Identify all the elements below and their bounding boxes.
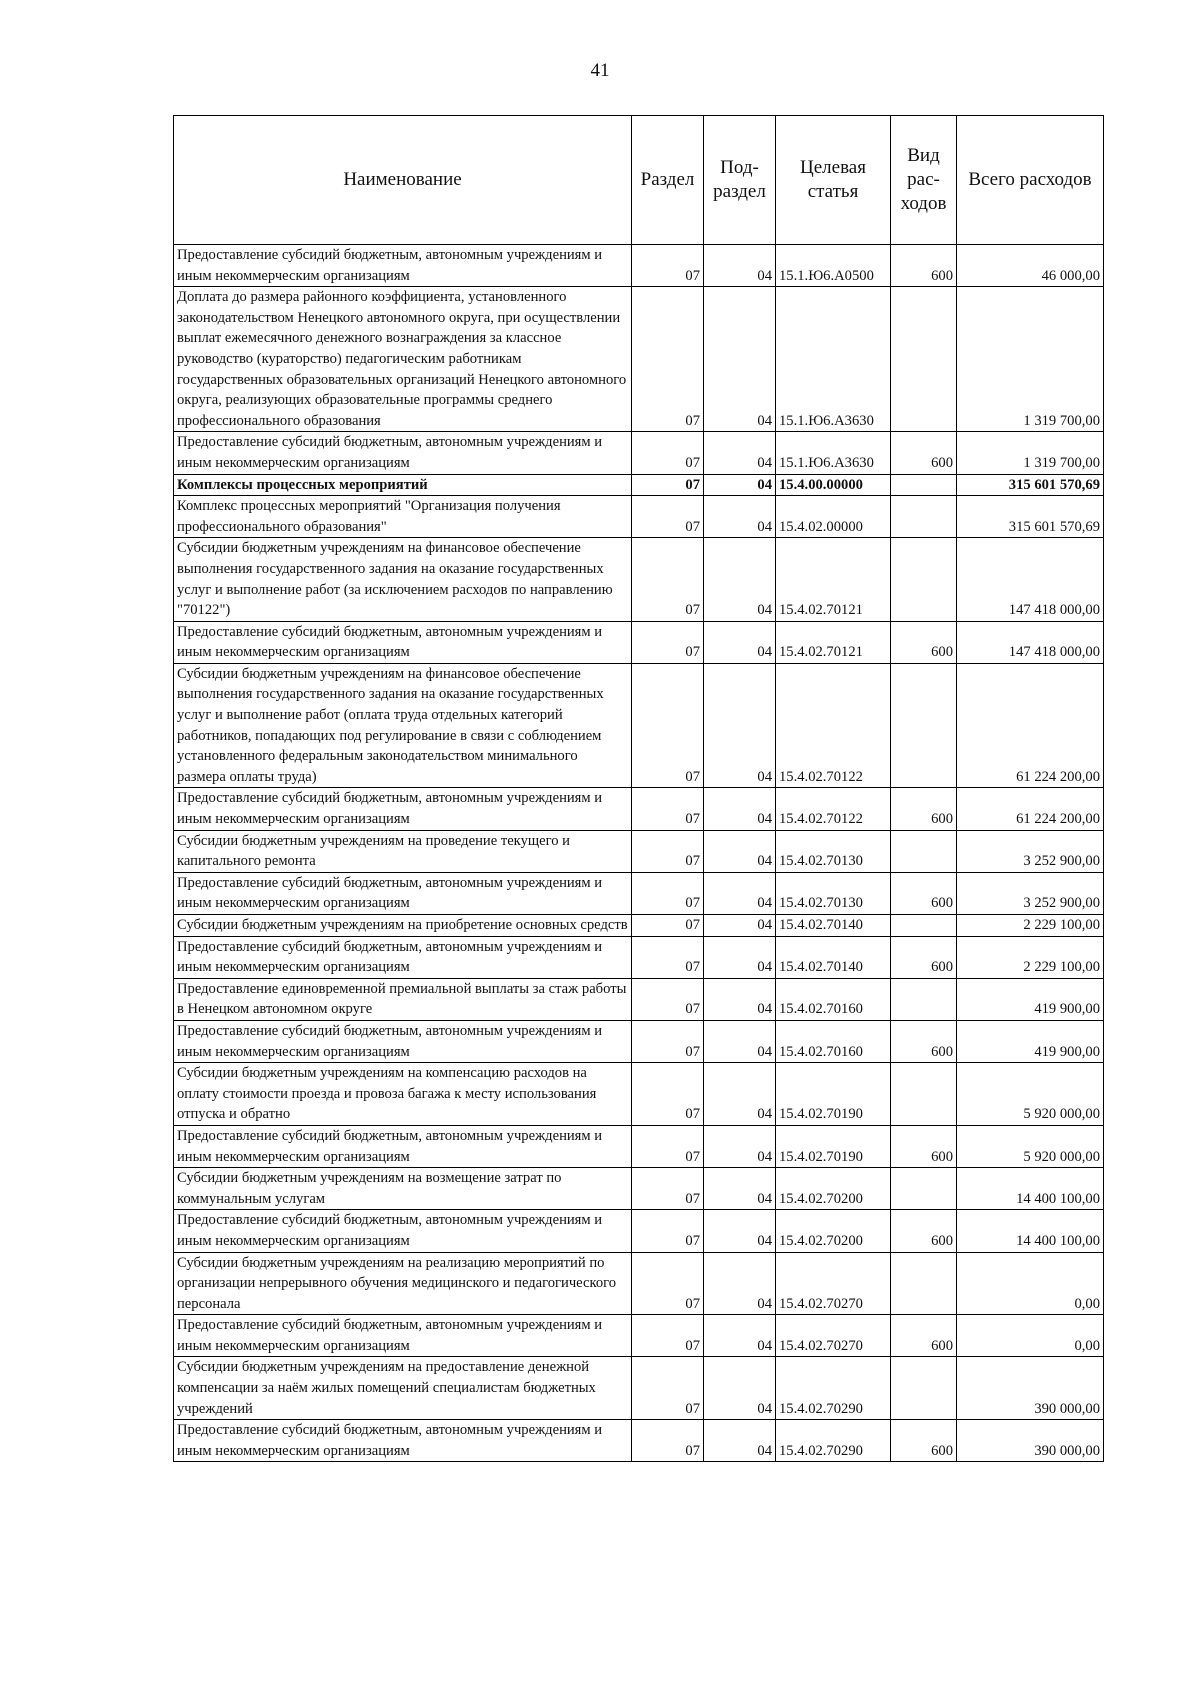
cell-expense-kind: 600 <box>891 245 957 287</box>
cell-total: 61 224 200,00 <box>957 788 1104 830</box>
table-row <box>174 872 1104 914</box>
cell-expense-kind: 600 <box>891 1420 957 1462</box>
cell-target-article: 15.4.02.70130 <box>776 830 891 872</box>
cell-expense-kind <box>891 663 957 788</box>
cell-target-article: 15.4.02.70121 <box>776 621 891 663</box>
budget-table <box>173 115 1104 1462</box>
cell-total: 14 400 100,00 <box>957 1210 1104 1252</box>
cell-name: Комплексы процессных мероприятий <box>174 474 632 496</box>
cell-expense-kind <box>891 978 957 1020</box>
cell-section: 07 <box>632 538 704 621</box>
cell-subsection: 04 <box>704 474 776 496</box>
cell-expense-kind <box>891 474 957 496</box>
cell-target-article: 15.1.Ю6.А3630 <box>776 287 891 432</box>
cell-target-article: 15.4.02.70290 <box>776 1357 891 1420</box>
header-total: Всего расходов <box>957 116 1104 245</box>
cell-total: 390 000,00 <box>957 1420 1104 1462</box>
cell-name: Субсидии бюджетным учреждениям на компенсацию расходов на оплату стоимости проезда и провоза багажа к месту использования отпуска и обратно <box>174 1063 632 1126</box>
cell-name: Предоставление субсидий бюджетным, автономным учреждениям и иным некоммерческим организациям <box>174 1210 632 1252</box>
cell-expense-kind: 600 <box>891 621 957 663</box>
cell-expense-kind <box>891 1357 957 1420</box>
cell-subsection: 04 <box>704 1020 776 1062</box>
table-row <box>174 1420 1104 1462</box>
cell-subsection: 04 <box>704 1210 776 1252</box>
cell-target-article: 15.4.02.70140 <box>776 936 891 978</box>
cell-subsection: 04 <box>704 621 776 663</box>
cell-name: Субсидии бюджетным учреждениям на финансовое обеспечение выполнения государственного задания на оказание государственных услуг и выполнение работ (за исключением расходов по направлению "70122") <box>174 538 632 621</box>
cell-target-article: 15.4.02.70270 <box>776 1315 891 1357</box>
cell-expense-kind: 600 <box>891 1315 957 1357</box>
cell-expense-kind <box>891 538 957 621</box>
table-row <box>174 915 1104 937</box>
table-row <box>174 538 1104 621</box>
cell-total: 315 601 570,69 <box>957 496 1104 538</box>
cell-total: 0,00 <box>957 1252 1104 1315</box>
cell-name: Субсидии бюджетным учреждениям на реализацию мероприятий по организации непрерывного обучения медицинского и педагогического персонала <box>174 1252 632 1315</box>
cell-name: Субсидии бюджетным учреждениям на приобретение основных средств <box>174 915 632 937</box>
header-target-article: Целевая статья <box>776 116 891 245</box>
table-row <box>174 287 1104 432</box>
cell-expense-kind: 600 <box>891 1020 957 1062</box>
header-subsection: Под- раздел <box>704 116 776 245</box>
header-section: Раздел <box>632 116 704 245</box>
cell-target-article: 15.4.02.70122 <box>776 663 891 788</box>
cell-section: 07 <box>632 663 704 788</box>
table-row <box>174 788 1104 830</box>
cell-subsection: 04 <box>704 872 776 914</box>
table-body <box>174 245 1104 1462</box>
cell-name: Предоставление субсидий бюджетным, автономным учреждениям и иным некоммерческим организациям <box>174 788 632 830</box>
cell-subsection: 04 <box>704 788 776 830</box>
cell-name: Субсидии бюджетным учреждениям на возмещение затрат по коммунальным услугам <box>174 1168 632 1210</box>
table-row <box>174 474 1104 496</box>
table-row <box>174 1252 1104 1315</box>
cell-total: 147 418 000,00 <box>957 538 1104 621</box>
cell-section: 07 <box>632 1420 704 1462</box>
cell-section: 07 <box>632 915 704 937</box>
cell-expense-kind: 600 <box>891 1125 957 1167</box>
cell-expense-kind <box>891 287 957 432</box>
cell-section: 07 <box>632 621 704 663</box>
table-row <box>174 1020 1104 1062</box>
cell-name: Предоставление субсидий бюджетным, автономным учреждениям и иным некоммерческим организациям <box>174 432 632 474</box>
table-row <box>174 245 1104 287</box>
cell-subsection: 04 <box>704 978 776 1020</box>
table-row <box>174 1063 1104 1126</box>
cell-total: 0,00 <box>957 1315 1104 1357</box>
cell-section: 07 <box>632 1252 704 1315</box>
cell-total: 390 000,00 <box>957 1357 1104 1420</box>
cell-total: 2 229 100,00 <box>957 915 1104 937</box>
cell-subsection: 04 <box>704 1125 776 1167</box>
cell-subsection: 04 <box>704 936 776 978</box>
table-row <box>174 621 1104 663</box>
header-name: Наименование <box>174 116 632 245</box>
cell-section: 07 <box>632 830 704 872</box>
cell-subsection: 04 <box>704 432 776 474</box>
cell-total: 14 400 100,00 <box>957 1168 1104 1210</box>
cell-target-article: 15.4.02.70130 <box>776 872 891 914</box>
table-row <box>174 936 1104 978</box>
cell-total: 3 252 900,00 <box>957 830 1104 872</box>
cell-name: Предоставление единовременной премиальной выплаты за стаж работы в Ненецком автономном округе <box>174 978 632 1020</box>
table-row <box>174 1125 1104 1167</box>
table-row <box>174 663 1104 788</box>
cell-name: Предоставление субсидий бюджетным, автономным учреждениям и иным некоммерческим организациям <box>174 621 632 663</box>
table-row <box>174 1357 1104 1420</box>
cell-subsection: 04 <box>704 245 776 287</box>
cell-expense-kind <box>891 496 957 538</box>
cell-target-article: 15.4.02.70122 <box>776 788 891 830</box>
table-row <box>174 978 1104 1020</box>
header-row <box>174 116 1104 245</box>
cell-section: 07 <box>632 474 704 496</box>
cell-section: 07 <box>632 1125 704 1167</box>
cell-section: 07 <box>632 1168 704 1210</box>
cell-total: 5 920 000,00 <box>957 1125 1104 1167</box>
cell-total: 147 418 000,00 <box>957 621 1104 663</box>
cell-name: Предоставление субсидий бюджетным, автономным учреждениям и иным некоммерческим организациям <box>174 245 632 287</box>
cell-expense-kind <box>891 1063 957 1126</box>
cell-subsection: 04 <box>704 1168 776 1210</box>
table-row <box>174 1315 1104 1357</box>
cell-target-article: 15.4.02.70270 <box>776 1252 891 1315</box>
cell-total: 315 601 570,69 <box>957 474 1104 496</box>
cell-section: 07 <box>632 872 704 914</box>
cell-expense-kind <box>891 915 957 937</box>
cell-subsection: 04 <box>704 830 776 872</box>
cell-subsection: 04 <box>704 1252 776 1315</box>
cell-name: Предоставление субсидий бюджетным, автономным учреждениям и иным некоммерческим организациям <box>174 1125 632 1167</box>
header-expense-kind: Вид рас- ходов <box>891 116 957 245</box>
cell-subsection: 04 <box>704 1357 776 1420</box>
cell-subsection: 04 <box>704 287 776 432</box>
cell-target-article: 15.1.Ю6.А3630 <box>776 432 891 474</box>
cell-target-article: 15.4.02.70140 <box>776 915 891 937</box>
cell-name: Субсидии бюджетным учреждениям на предоставление денежной компенсации за наём жилых помещений специалистам бюджетных учреждений <box>174 1357 632 1420</box>
cell-target-article: 15.4.02.70190 <box>776 1063 891 1126</box>
cell-name: Субсидии бюджетным учреждениям на финансовое обеспечение выполнения государственного задания на оказание государственных услуг и выполнение работ (оплата труда отдельных категорий работников, попадающих под регулирование в связи с соблюдением установленного федеральным законодательством минимального размера оплаты труда) <box>174 663 632 788</box>
cell-section: 07 <box>632 1020 704 1062</box>
cell-subsection: 04 <box>704 538 776 621</box>
table-row <box>174 432 1104 474</box>
cell-name: Субсидии бюджетным учреждениям на проведение текущего и капитального ремонта <box>174 830 632 872</box>
cell-name: Комплекс процессных мероприятий "Организация получения профессионального образования" <box>174 496 632 538</box>
cell-total: 5 920 000,00 <box>957 1063 1104 1126</box>
cell-section: 07 <box>632 1315 704 1357</box>
cell-target-article: 15.4.02.70160 <box>776 1020 891 1062</box>
cell-name: Предоставление субсидий бюджетным, автономным учреждениям и иным некоммерческим организациям <box>174 936 632 978</box>
cell-expense-kind: 600 <box>891 1210 957 1252</box>
cell-subsection: 04 <box>704 1063 776 1126</box>
cell-target-article: 15.4.02.70200 <box>776 1210 891 1252</box>
cell-expense-kind: 600 <box>891 432 957 474</box>
cell-name: Доплата до размера районного коэффициента, установленного законодательством Ненецкого автономного округа, при осуществлении выплат ежемесячного денежного вознаграждения за классное руководство (кураторство) педагогическим работникам государственных образовательных организаций Ненецкого автономного округа, реализующих образовательные программы среднего профессионального образования <box>174 287 632 432</box>
cell-expense-kind <box>891 830 957 872</box>
cell-section: 07 <box>632 432 704 474</box>
cell-target-article: 15.1.Ю6.А0500 <box>776 245 891 287</box>
cell-target-article: 15.4.02.70290 <box>776 1420 891 1462</box>
cell-section: 07 <box>632 936 704 978</box>
table-row <box>174 496 1104 538</box>
cell-section: 07 <box>632 1210 704 1252</box>
cell-subsection: 04 <box>704 1315 776 1357</box>
cell-target-article: 15.4.02.70121 <box>776 538 891 621</box>
cell-target-article: 15.4.02.00000 <box>776 496 891 538</box>
cell-target-article: 15.4.02.70190 <box>776 1125 891 1167</box>
cell-total: 2 229 100,00 <box>957 936 1104 978</box>
cell-total: 61 224 200,00 <box>957 663 1104 788</box>
cell-total: 419 900,00 <box>957 1020 1104 1062</box>
cell-expense-kind: 600 <box>891 872 957 914</box>
cell-subsection: 04 <box>704 663 776 788</box>
cell-total: 3 252 900,00 <box>957 872 1104 914</box>
cell-name: Предоставление субсидий бюджетным, автономным учреждениям и иным некоммерческим организациям <box>174 1020 632 1062</box>
cell-section: 07 <box>632 245 704 287</box>
cell-name: Предоставление субсидий бюджетным, автономным учреждениям и иным некоммерческим организациям <box>174 872 632 914</box>
table-row <box>174 830 1104 872</box>
cell-total: 46 000,00 <box>957 245 1104 287</box>
cell-section: 07 <box>632 287 704 432</box>
cell-total: 1 319 700,00 <box>957 287 1104 432</box>
cell-expense-kind <box>891 1168 957 1210</box>
cell-section: 07 <box>632 1357 704 1420</box>
page-number: 41 <box>590 60 610 81</box>
cell-expense-kind <box>891 1252 957 1315</box>
cell-expense-kind: 600 <box>891 936 957 978</box>
cell-target-article: 15.4.02.70160 <box>776 978 891 1020</box>
cell-total: 1 319 700,00 <box>957 432 1104 474</box>
cell-subsection: 04 <box>704 915 776 937</box>
cell-target-article: 15.4.00.00000 <box>776 474 891 496</box>
cell-section: 07 <box>632 1063 704 1126</box>
table-header <box>174 116 1104 245</box>
cell-total: 419 900,00 <box>957 978 1104 1020</box>
cell-name: Предоставление субсидий бюджетным, автономным учреждениям и иным некоммерческим организациям <box>174 1420 632 1462</box>
cell-subsection: 04 <box>704 1420 776 1462</box>
cell-expense-kind: 600 <box>891 788 957 830</box>
table-row <box>174 1168 1104 1210</box>
cell-section: 07 <box>632 978 704 1020</box>
cell-subsection: 04 <box>704 496 776 538</box>
cell-section: 07 <box>632 788 704 830</box>
cell-section: 07 <box>632 496 704 538</box>
cell-name: Предоставление субсидий бюджетным, автономным учреждениям и иным некоммерческим организациям <box>174 1315 632 1357</box>
table-row <box>174 1210 1104 1252</box>
cell-target-article: 15.4.02.70200 <box>776 1168 891 1210</box>
